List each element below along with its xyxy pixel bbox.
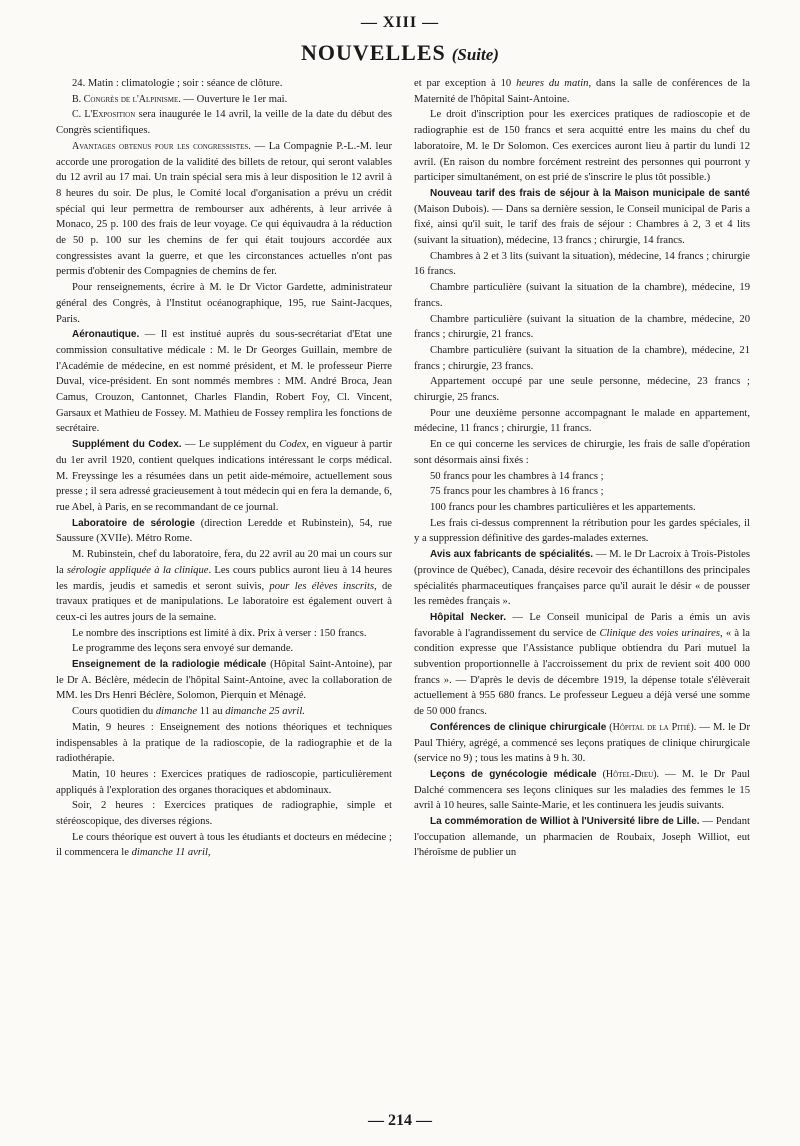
paragraph: M. Rubinstein, chef du laboratoire, fera, du 22 avril au 20 mai un cours sur la sérologie appliquée à la clinique. Les cours publics auront lieu à 14 heures les mardis, jeudis et samedis et seront suivis, pour les élèves inscrits, de travaux pratiques et de manipulations. Le laboratoire est également ouvert à ceux-ci les autres jours de la semaine.: [56, 549, 392, 623]
right-column: [414, 76, 750, 861]
paragraph: En ce qui concerne les services de chirurgie, les frais de salle d'opération sont désormais ainsi fixés :: [414, 439, 750, 466]
page-number: — 214 —: [368, 1112, 432, 1129]
paragraph: Pour renseignements, écrire à M. le Dr Victor Gardette, administrateur général des Congrès, à l'Institut océanographique, 195, rue Saint-Jacques, Paris.: [56, 282, 392, 325]
paragraph: Le cours théorique est ouvert à tous les étudiants et docteurs en médecine ; il commencera le dimanche 11 avril,: [56, 831, 392, 859]
item-title: La commémoration de Williot à l'Université libre de Lille.: [430, 816, 700, 828]
paragraph: 50 francs pour les chambres à 14 francs ;: [430, 470, 604, 482]
paragraph: Matin, 9 heures : Enseignement des notions théoriques et techniques indispensables à la pratique de la radioscopie, de la radiographie et de la radiothérapie.: [56, 721, 392, 765]
item-title: Enseignement de la radiologie médicale: [72, 659, 267, 671]
paragraph: B. Congrès de l'Alpinisme. — Ouverture le 1er mai.: [72, 93, 288, 105]
item-title: Laboratoire de sérologie: [72, 517, 195, 529]
section-heading: [0, 40, 800, 66]
roman-page-number: — XIII —: [360, 14, 440, 31]
news-item-commemoration: La commémoration de Williot à l'Université libre de Lille. — Pendant l'occupation allemande, un pharmacien de Roubaix, Joseph Williot, eut l'héroïsme de publier un: [414, 816, 750, 859]
item-title: Hôpital Necker.: [430, 611, 506, 623]
paragraph: Le programme des leçons sera envoyé sur demande.: [72, 643, 294, 655]
item-title: Aéronautique.: [72, 329, 140, 341]
paragraph: Chambres à 2 et 3 lits (suivant la situation), médecine, 14 francs ; chirurgie 16 francs.: [414, 250, 750, 278]
paragraph: 100 francs pour les chambres particulières et les appartements.: [430, 501, 696, 513]
paragraph: Chambre particulière (suivant la situation de la chambre), médecine, 19 francs.: [414, 282, 750, 309]
paragraph: Cours quotidien du dimanche 11 au dimanche 25 avril.: [72, 706, 305, 718]
paragraph: Chambre particulière (suivant la situation de la chambre, médecine, 20 francs ; chirurgie, 21 francs.: [414, 313, 750, 341]
paragraph: Avantages obtenus pour les congressistes. — La Compagnie P.-L.-M. leur accorde une prorogation de la validité des billets de retour, qui seront valables du 12 avril au 17 mai. Un train spécial sera mis à leur disposition le 12 avril à 8 heures du soir. De plus, le Comité local d'organisation a prévu un crédit spécial qui leur permettra de rembourser aux adhérents, à leur arrivée à Monaco, 25 p. 100 des frais de leur voyage. Ce qui équivaudra à la réduction de 50 p. 100 sur les chemins de fer qui était toujours accordée aux congressistes avant la guerre, et que les circonstances actuelles n'ont pas permis d'obtenir des Compagnies de chemins de fer.: [56, 140, 392, 278]
section-title: NOUVELLES: [301, 40, 446, 65]
item-title: Avis aux fabricants de spécialités.: [430, 549, 594, 561]
news-item-radiologie: Enseignement de la radiologie médicale (Hôpital Saint-Antoine), par le Dr A. Béclère, médecin de l'hôpital Saint-Antoine, avec la collaboration de MM. les Drs Henri Béclère, Solomon, Pierquin et Ménagé.: [56, 659, 392, 702]
news-item-necker: Hôpital Necker. — Le Conseil municipal de Paris a émis un avis favorable à l'agrandissement du service de Clinique des voies urinaires, « à la condition expresse que l'Assistance publique obtiendra du Pari mutuel la subvention proportionnelle à l'accroissement du prix de revient soit 400 000 francs ». — D'après le devis de décembre 1919, la dépense totale s'élèverait actuellement à 955 680 francs. Le professeur Legueu a déjà versé une somme de 50 000 francs.: [414, 611, 750, 718]
news-item-serologie: Laboratoire de sérologie (direction Leredde et Rubinstein), 54, rue Saussure (XVIIe). Métro Rome.: [56, 517, 392, 545]
paragraph: Pour une deuxième personne accompagnant le malade en appartement, médecine, 11 francs ; chirurgie, 11 francs.: [414, 407, 750, 435]
news-item-conferences: Conférences de clinique chirurgicale (Hôpital de la Pitié). — M. le Dr Paul Thiéry, agrégé, a commencé ses leçons pratiques de clinique chirurgicale (service no 9) ; tous les matins à 9 h. 30.: [414, 721, 750, 765]
paragraph: Chambre particulière (suivant la situation de la chambre), médecine, 21 francs ; chirurgie, 23 francs.: [414, 344, 750, 372]
item-title: Leçons de gynécologie médicale: [430, 768, 597, 780]
paragraph: C. L'Exposition sera inaugurée le 14 avril, la veille de la date du début des Congrès scientifiques.: [56, 109, 393, 137]
section-title-suffix: (Suite): [451, 45, 499, 64]
paragraph: Soir, 2 heures : Exercices pratiques de radiographie, simple et stéréoscopique, des diverses régions.: [56, 800, 392, 828]
news-item-avis: Avis aux fabricants de spécialités. — M. le Dr Lacroix à Trois-Pistoles (province de Québec), Canada, désire recevoir des échantillons des principales spécialités pharmaceutiques françaises parce qu'il aurait le désir « de pousser les remèdes français ».: [414, 549, 750, 608]
paragraph: 75 francs pour les chambres à 16 francs ;: [430, 486, 604, 498]
paragraph: Appartement occupé par une seule personne, médecine, 23 francs ; chirurgie, 25 francs.: [414, 376, 750, 404]
paragraph: 24. Matin : climatologie ; soir : séance de clôture.: [72, 78, 283, 89]
paragraph: Le nombre des inscriptions est limité à dix. Prix à verser : 150 francs.: [72, 627, 367, 639]
news-item-gynecologie: Leçons de gynécologie médicale (Hôtel-Dieu). — M. le Dr Paul Dalché commencera ses leçons cliniques sur les maladies des femmes le 15 avril à 10 heures, salle Sainte-Marie, et les continuera les jeudis suivants.: [414, 768, 751, 812]
paragraph: et par exception à 10 heures du matin, dans la salle de conférences de la Maternité de l'hôpital Saint-Antoine.: [414, 78, 751, 105]
news-item-tarif: Nouveau tarif des frais de séjour à la Maison municipale de santé (Maison Dubois). — Dans sa dernière session, le Conseil municipal de Paris a fixé, ainsi qu'il suit, le tarif des frais de séjour : Chambres à 2, 3 et 4 lits (suivant la situation), médecine, 13 francs ; chirurgie, 14 francs.: [414, 187, 750, 247]
news-item-codex: Supplément du Codex. — Le supplément du Codex, en vigueur à partir du 1er avril 1920, contient quelques indications intéressant le corps médical. M. Freyssinge les a résumées dans un petit aide-mémoire, actuellement sous presse ; il sera adressé gracieusement à tout médecin qui en fera la demande, 6, rue Abel, à Paris, en se recommandant de ce journal.: [56, 439, 392, 513]
paragraph: Le droit d'inscription pour les exercices pratiques de radioscopie et de radiographie est de 150 francs et sera acquitté entre les mains du chef du laboratoire, M. le Dr Solomon. Ces exercices auront lieu à partir du lundi 12 avril. (En raison du nombre forcément restreint des personnes qui pourront y participer simultanément, on est prié de s'inscrire le plus tôt possible.): [414, 109, 750, 184]
left-column: [56, 76, 392, 861]
paragraph: Matin, 10 heures : Exercices pratiques de radioscopie, particulièrement appliqués à l'exploration des organes thoraciques et abdominaux.: [56, 768, 392, 796]
news-item-aeronautique: Aéronautique. — Il est institué auprès du sous-secrétariat d'Etat une commission consultative médicale : M. le Dr Georges Guillain, membre de l'Académie de médecine, en est nommé président, et M. le professeur Pierre Duval, vice-président. En sont nommés membres : MM. André Broca, Jean Camus, Crouzon, Cantonnet, Charles Flandin, Robert Foy, Cl. Vincent, Garsaux et Mathieu de Fossey. M. Mathieu de Fossey remplira les fonctions de secrétaire.: [56, 329, 392, 435]
item-title: Nouveau tarif des frais de séjour à la Maison municipale de santé: [430, 187, 750, 199]
item-title: Supplément du Codex.: [72, 439, 182, 451]
paragraph: Les frais ci-dessus comprennent la rétribution pour les gardes spéciales, il y a suppression définitive des gardes-malades externes.: [414, 517, 750, 545]
item-title: Conférences de clinique chirurgicale: [430, 721, 607, 733]
